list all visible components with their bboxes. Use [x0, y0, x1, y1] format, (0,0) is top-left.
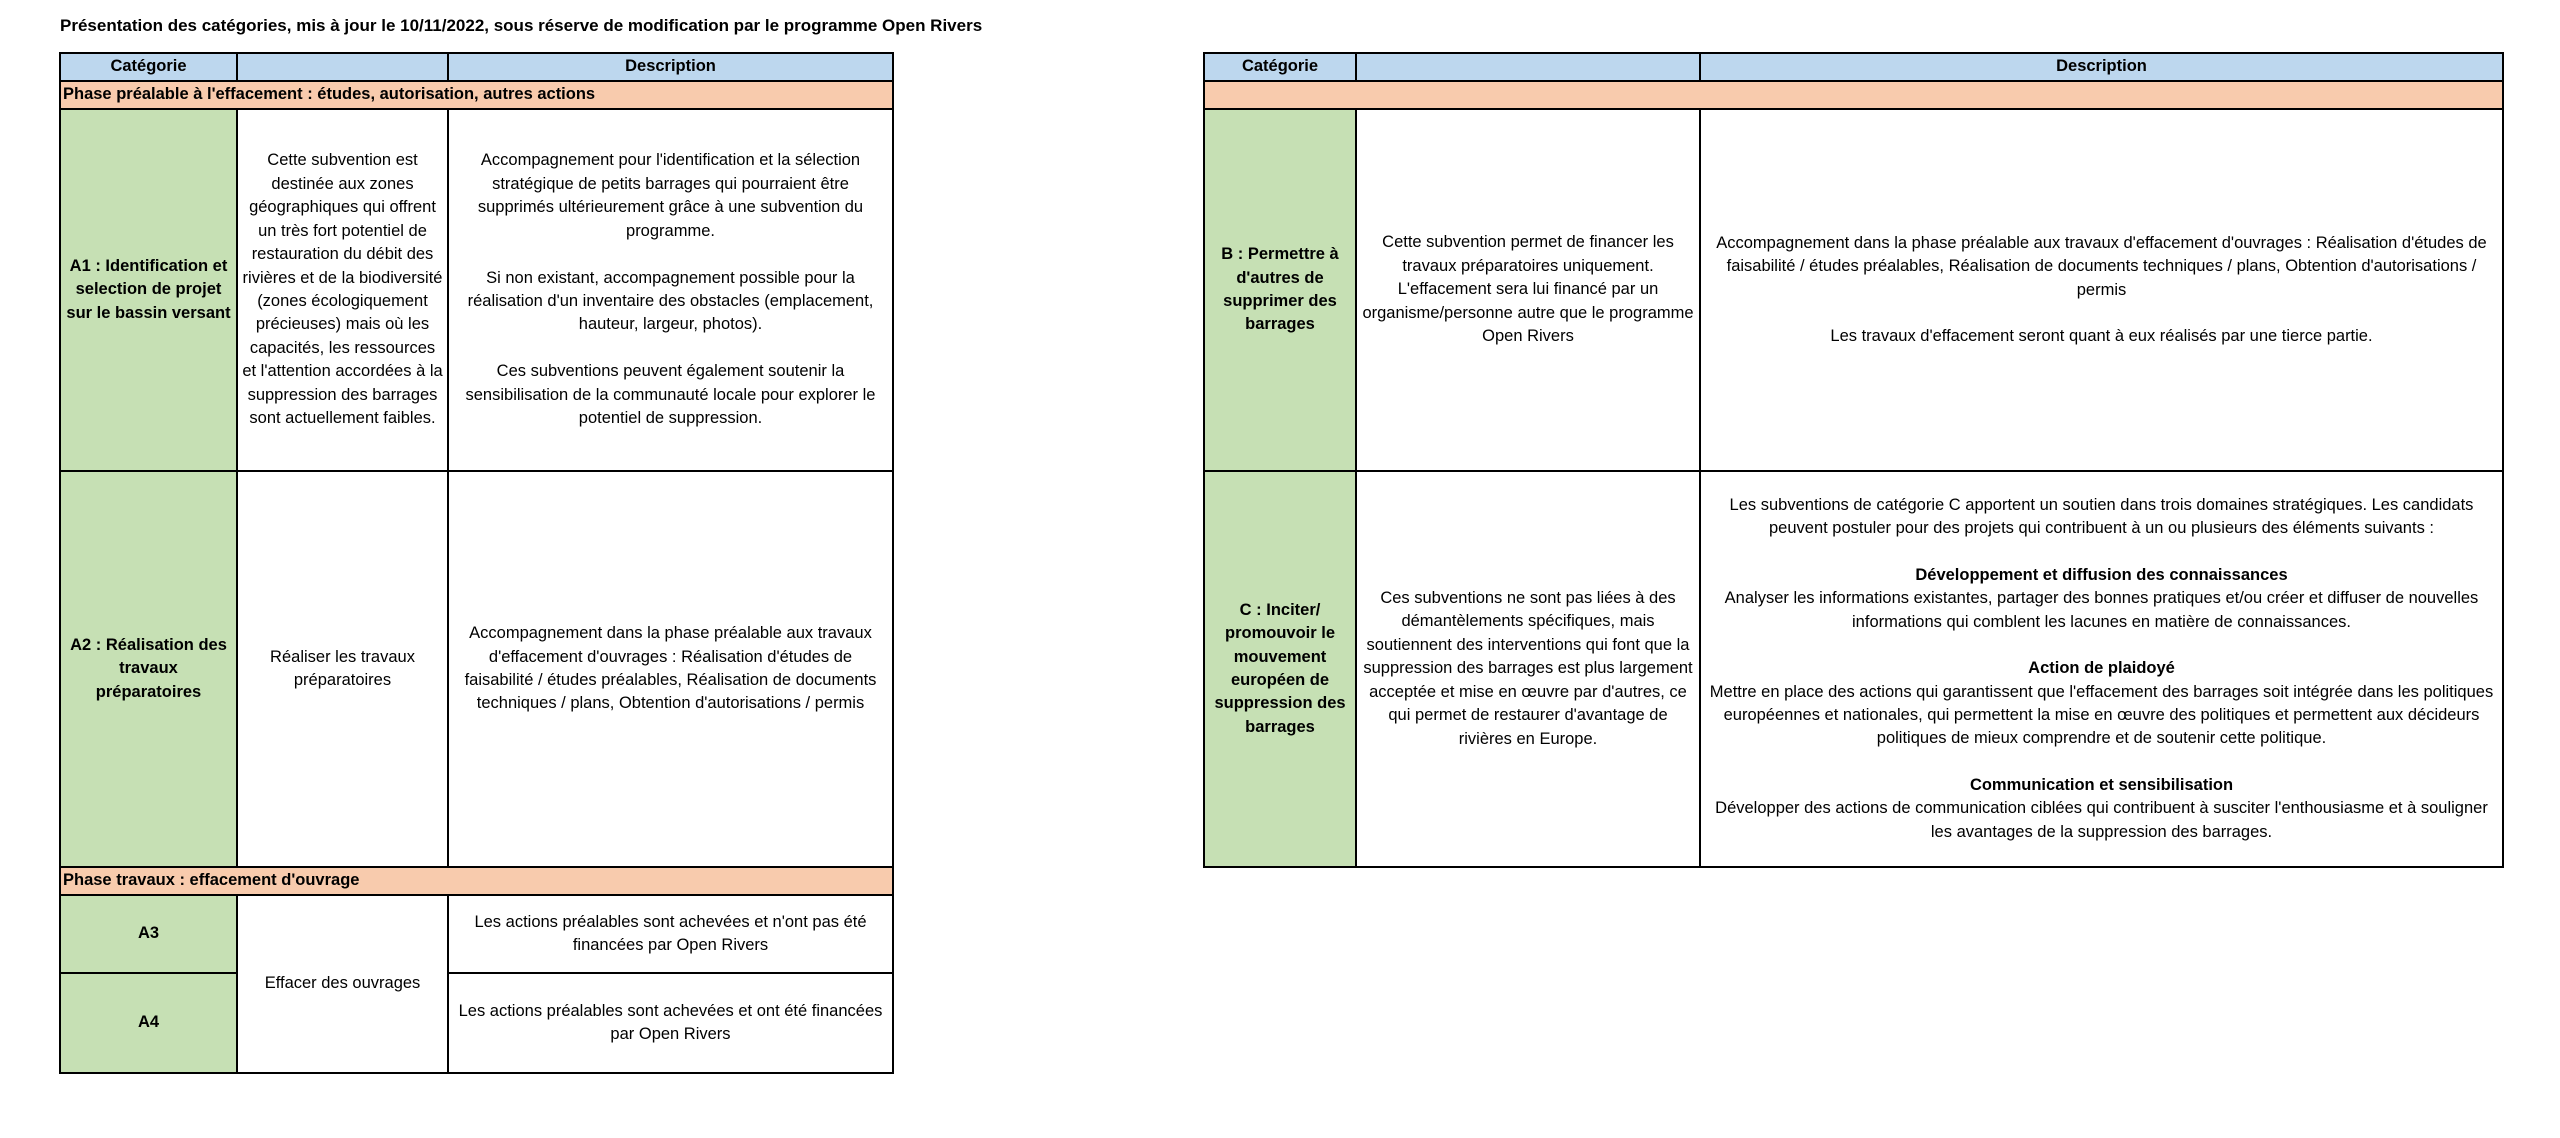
- table-row: [60, 109, 893, 471]
- description-cell-c: [1700, 471, 2503, 867]
- description-cell-a3: Les actions préalables sont achevées et n'ont pas été financées par Open Rivers: [448, 895, 893, 973]
- summary-cell-a1: Cette subvention est destinée aux zones géographiques qui offrent un très fort potentiel de restauration du débit des rivières et de la biodiversité (zones écologiquement précieuses) mais où les capacités, les ressources et l'attention accordées à la suppression des barrages sont actuellement faibles.: [237, 109, 448, 471]
- description-paragraph: Accompagnement dans la phase préalable aux travaux d'effacement d'ouvrages : Réalisation d'études de faisabilité / études préalables, Réalisation de documents techniques / plans, Obtention d'autorisations / permis: [1716, 233, 2487, 299]
- section-heading: Communication et sensibilisation: [1969, 775, 2234, 794]
- description-paragraph: Les travaux d'effacement seront quant à eux réalisés par une tierce partie.: [1830, 326, 2373, 345]
- category-cell-a4: A4: [60, 973, 237, 1073]
- phase-label-preliminary: Phase préalable à l'effacement : études, autorisation, autres actions: [60, 81, 893, 109]
- section-heading: Action de plaidoyé: [2028, 659, 2175, 678]
- header-category: Catégorie: [1204, 53, 1356, 81]
- summary-cell-a3-a4: Effacer des ouvrages: [237, 895, 448, 1073]
- category-cell-a2: A2 : Réalisation des travaux préparatoires: [60, 471, 237, 867]
- category-cell-c: C : Inciter/ promouvoir le mouvement européen de suppression des barrages: [1204, 471, 1356, 867]
- description-intro: Les subventions de catégorie C apportent un soutien dans trois domaines stratégiques. Les candidats peuvent postuler pour des projets qui contribuent à un ou plusieurs des éléments suivants :: [1729, 495, 2474, 538]
- category-cell-a1: A1 : Identification et selection de projet sur le bassin versant: [60, 109, 237, 471]
- summary-cell-a2: Réaliser les travaux préparatoires: [237, 471, 448, 867]
- table-row: [60, 973, 893, 1073]
- phase-band: [1204, 81, 2503, 109]
- category-cell-a3: A3: [60, 895, 237, 973]
- table-row: [60, 471, 893, 867]
- categories-table-bc: [1203, 52, 2504, 868]
- section-text: Mettre en place des actions qui garantissent que l'effacement des barrages soit intégrée dans les politiques européennes et nationales, qui permettent la mise en œuvre des politiques et permettent aux décideurs politiques de mieux comprendre et de soutenir cette politique.: [1709, 682, 2494, 748]
- table-row: [1204, 109, 2503, 471]
- header-summary: [1356, 53, 1700, 81]
- categories-table-a: [59, 52, 894, 1074]
- table-row: [1204, 471, 2503, 867]
- description-cell-a2: Accompagnement dans la phase préalable aux travaux d'effacement d'ouvrages : Réalisation d'études de faisabilité / études préalables, Réalisation de documents techniques / plans, Obtention d'autorisations / permis: [448, 471, 893, 867]
- header-category: Catégorie: [60, 53, 237, 81]
- section-text: Analyser les informations existantes, partager des bonnes pratiques et/ou créer et diffuser de nouvelles informations qui comblent les lacunes en matière de connaissances.: [1724, 589, 2479, 631]
- phase-row: [60, 81, 893, 109]
- category-cell-b: B : Permettre à d'autres de supprimer des barrages: [1204, 109, 1356, 471]
- description-cell-a4: Les actions préalables sont achevées et ont été financées par Open Rivers: [448, 973, 893, 1073]
- section-heading: Développement et diffusion des connaissances: [1915, 565, 2288, 584]
- table-header-row: [60, 53, 893, 81]
- table-header-row: [1204, 53, 2503, 81]
- summary-cell-b: Cette subvention permet de financer les travaux préparatoires uniquement. L'effacement sera lui financé par un organisme/personne autre que le programme Open Rivers: [1356, 109, 1700, 471]
- header-description: Description: [448, 53, 893, 81]
- phase-row: [1204, 81, 2503, 109]
- description-cell-a1: Accompagnement pour l'identification et la sélection stratégique de petits barrages qui pourraient être supprimés ultérieurement grâce à une subvention du programme. Si non existant, accompagnement possible pour la réalisation d'un inventaire des obstacles (emplacement, hauteur, largeur, photos). Ces subventions peuvent également soutenir la sensibilisation de la communauté locale pour explorer le potentiel de suppression.: [448, 109, 893, 471]
- header-description: Description: [1700, 53, 2503, 81]
- table-row: [60, 895, 893, 973]
- section-text: Développer des actions de communication ciblées qui contribuent à susciter l'enthousiasme et à souligner les avantages de la suppression des barrages.: [1715, 799, 2488, 841]
- description-cell-b: [1700, 109, 2503, 471]
- phase-row: [60, 867, 893, 895]
- page-title: Présentation des catégories, mis à jour le 10/11/2022, sous réserve de modification par le programme Open Rivers: [60, 16, 983, 35]
- header-summary: [237, 53, 448, 81]
- summary-cell-c: Ces subventions ne sont pas liées à des démantèlements spécifiques, mais soutiennent des interventions qui font que la suppression des barrages est plus largement acceptée et mise en œuvre par d'autres, ce qui permet de restaurer d'avantage de rivières en Europe.: [1356, 471, 1700, 867]
- phase-label-works: Phase travaux : effacement d'ouvrage: [60, 867, 893, 895]
